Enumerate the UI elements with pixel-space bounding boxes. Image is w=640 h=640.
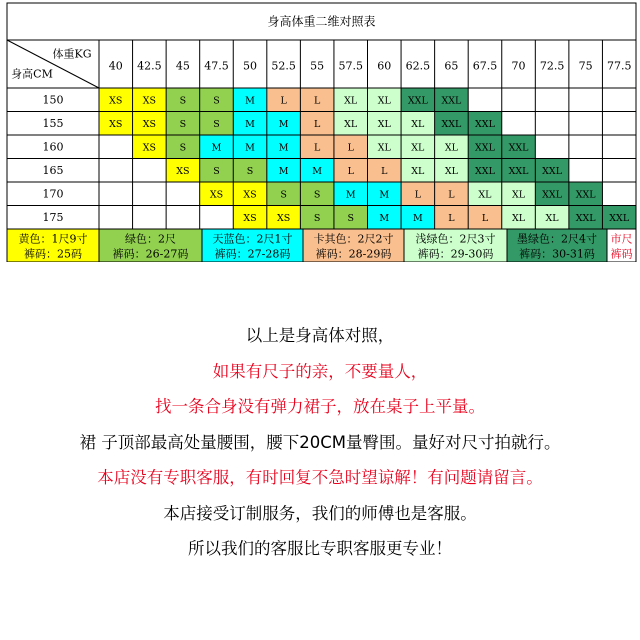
legend-line2: 裤码：29-30码 (417, 247, 494, 261)
size-label: M (278, 142, 289, 154)
size-label: L (481, 212, 489, 224)
weight-header: 45 (175, 59, 190, 73)
height-row-label: 150 (42, 93, 64, 107)
note-line: 找一条合身没有弹力裙子，放在桌子上平量。 (155, 397, 485, 416)
size-label: XS (243, 212, 257, 224)
size-label: XL (377, 142, 391, 154)
size-label: S (179, 118, 187, 130)
size-label: XL (478, 189, 492, 201)
legend-line2: 裤码：27-28码 (214, 247, 291, 261)
size-label: M (379, 189, 390, 201)
weight-header: 42.5 (137, 59, 162, 73)
size-label: M (211, 142, 222, 154)
legend-line2: 裤码：30-31码 (519, 247, 595, 261)
size-label: XXL (575, 212, 596, 224)
legend-line1: 绿色：2尺 (125, 232, 176, 246)
legend-line1: 黄色：1尺9寸 (18, 232, 88, 246)
legend-line2: 裤码 (610, 247, 633, 261)
legend-line1: 天蓝色：2尺1寸 (212, 232, 293, 246)
size-label: XL (511, 212, 526, 224)
size-label: S (246, 165, 254, 177)
size-label: XL (411, 142, 425, 154)
legend-line2: 裤码：25码 (24, 247, 82, 261)
legend-line2: 裤码：28-29码 (315, 247, 392, 261)
chart-title: 身高体重二维对照表 (267, 14, 376, 29)
size-label: XL (344, 118, 358, 130)
size-label: XS (209, 189, 224, 201)
size-chart-svg (0, 0, 640, 262)
size-label: XS (109, 118, 123, 130)
size-label: S (313, 212, 321, 224)
size-label: M (245, 142, 255, 154)
weight-header: 60 (377, 59, 392, 73)
height-row-label: 155 (42, 116, 64, 130)
size-label: L (314, 95, 321, 107)
size-label: XL (545, 212, 559, 224)
size-label: XS (142, 118, 156, 130)
size-label: M (379, 212, 390, 224)
size-label: XXL (441, 95, 462, 107)
height-row-label: 165 (42, 163, 64, 177)
size-label: XXL (542, 165, 563, 177)
weight-header: 40 (108, 59, 123, 73)
notes-section (0, 318, 640, 567)
size-label: L (448, 212, 455, 224)
note-line: 本店接受订制服务，我们的师傅也是客服。 (163, 503, 477, 523)
size-label: M (412, 212, 423, 224)
weight-header: 72.5 (539, 59, 565, 73)
size-label: XS (276, 212, 291, 224)
size-label: L (347, 142, 354, 154)
size-label: M (345, 189, 356, 201)
size-label: S (213, 165, 220, 177)
note-line: 以上是身高体对照， (245, 326, 395, 345)
weight-header: 70 (511, 59, 526, 73)
size-label: XL (411, 118, 425, 130)
size-label: XXL (441, 118, 462, 130)
size-label: XS (142, 142, 156, 154)
weight-header: 75 (578, 59, 593, 73)
weight-header: 77.5 (606, 59, 632, 73)
size-label: XL (377, 118, 391, 130)
size-label: M (312, 165, 323, 177)
size-label: M (245, 118, 255, 130)
size-label: XXL (609, 212, 630, 224)
size-label: XXL (542, 189, 563, 201)
size-label: XXL (475, 165, 495, 177)
weight-header: 50 (243, 59, 258, 73)
weight-header: 57.5 (338, 59, 363, 73)
size-label: XL (444, 165, 458, 177)
size-label: XXL (407, 95, 428, 107)
size-label: XL (444, 142, 458, 154)
size-chart (0, 0, 640, 262)
legend-line2: 裤码：26-27码 (112, 247, 189, 261)
note-line: 所以我们的客服比专职客服更专业！ (188, 539, 452, 558)
height-axis-label: 身高CM (11, 67, 53, 81)
size-label: L (314, 142, 321, 154)
size-label: S (213, 95, 220, 107)
note-line: 如果有尺子的亲，不要量人， (212, 361, 428, 381)
note-line: 本店没有专职客服，有时回复不急时望谅解！有问题请留言。 (97, 468, 543, 487)
size-label: L (414, 189, 421, 201)
size-label: L (314, 118, 321, 130)
height-row-label: 170 (42, 187, 64, 201)
size-label: XXL (475, 142, 495, 154)
weight-header: 65 (444, 59, 459, 73)
weight-header: 52.5 (271, 59, 296, 73)
size-label: XXL (475, 118, 495, 130)
height-row-label: 160 (42, 140, 64, 154)
size-label: XXL (575, 189, 596, 201)
size-label: M (245, 95, 255, 107)
size-label: L (381, 165, 388, 177)
weight-header: 67.5 (472, 59, 498, 73)
size-label: S (179, 95, 187, 107)
size-label: S (313, 189, 321, 201)
size-label: L (448, 189, 455, 201)
size-label: XL (411, 165, 425, 177)
legend-line1: 市尺 (610, 232, 633, 246)
size-label: XS (243, 189, 257, 201)
size-label: XS (176, 165, 190, 177)
legend-line1: 墨绿色：2尺4寸 (517, 232, 597, 246)
legend-line1: 卡其色：2尺2寸 (313, 232, 394, 246)
size-label: L (280, 95, 287, 107)
height-row-label: 175 (42, 210, 64, 224)
weight-header: 47.5 (204, 59, 229, 73)
weight-header: 62.5 (405, 59, 431, 73)
size-label: XL (344, 95, 358, 107)
size-label: XS (109, 95, 123, 107)
weight-header: 55 (310, 59, 325, 73)
note-line: 裙 子顶部最高处量腰围，腰下20CM量臀围。量好对尺寸拍就行。 (79, 432, 561, 452)
size-label: XXL (508, 165, 529, 177)
size-label: S (347, 212, 354, 224)
size-label: XL (377, 95, 391, 107)
size-label: M (278, 118, 289, 130)
legend-line1: 浅绿色：2尺3寸 (415, 232, 496, 246)
size-label: XS (142, 95, 156, 107)
weight-axis-label: 体重KG (52, 47, 92, 61)
size-label: S (280, 189, 287, 201)
size-label: S (179, 142, 187, 154)
size-label: S (213, 118, 220, 130)
size-label: M (278, 165, 289, 177)
size-label: XL (511, 189, 526, 201)
size-label: L (347, 165, 354, 177)
size-label: XXL (508, 142, 529, 154)
